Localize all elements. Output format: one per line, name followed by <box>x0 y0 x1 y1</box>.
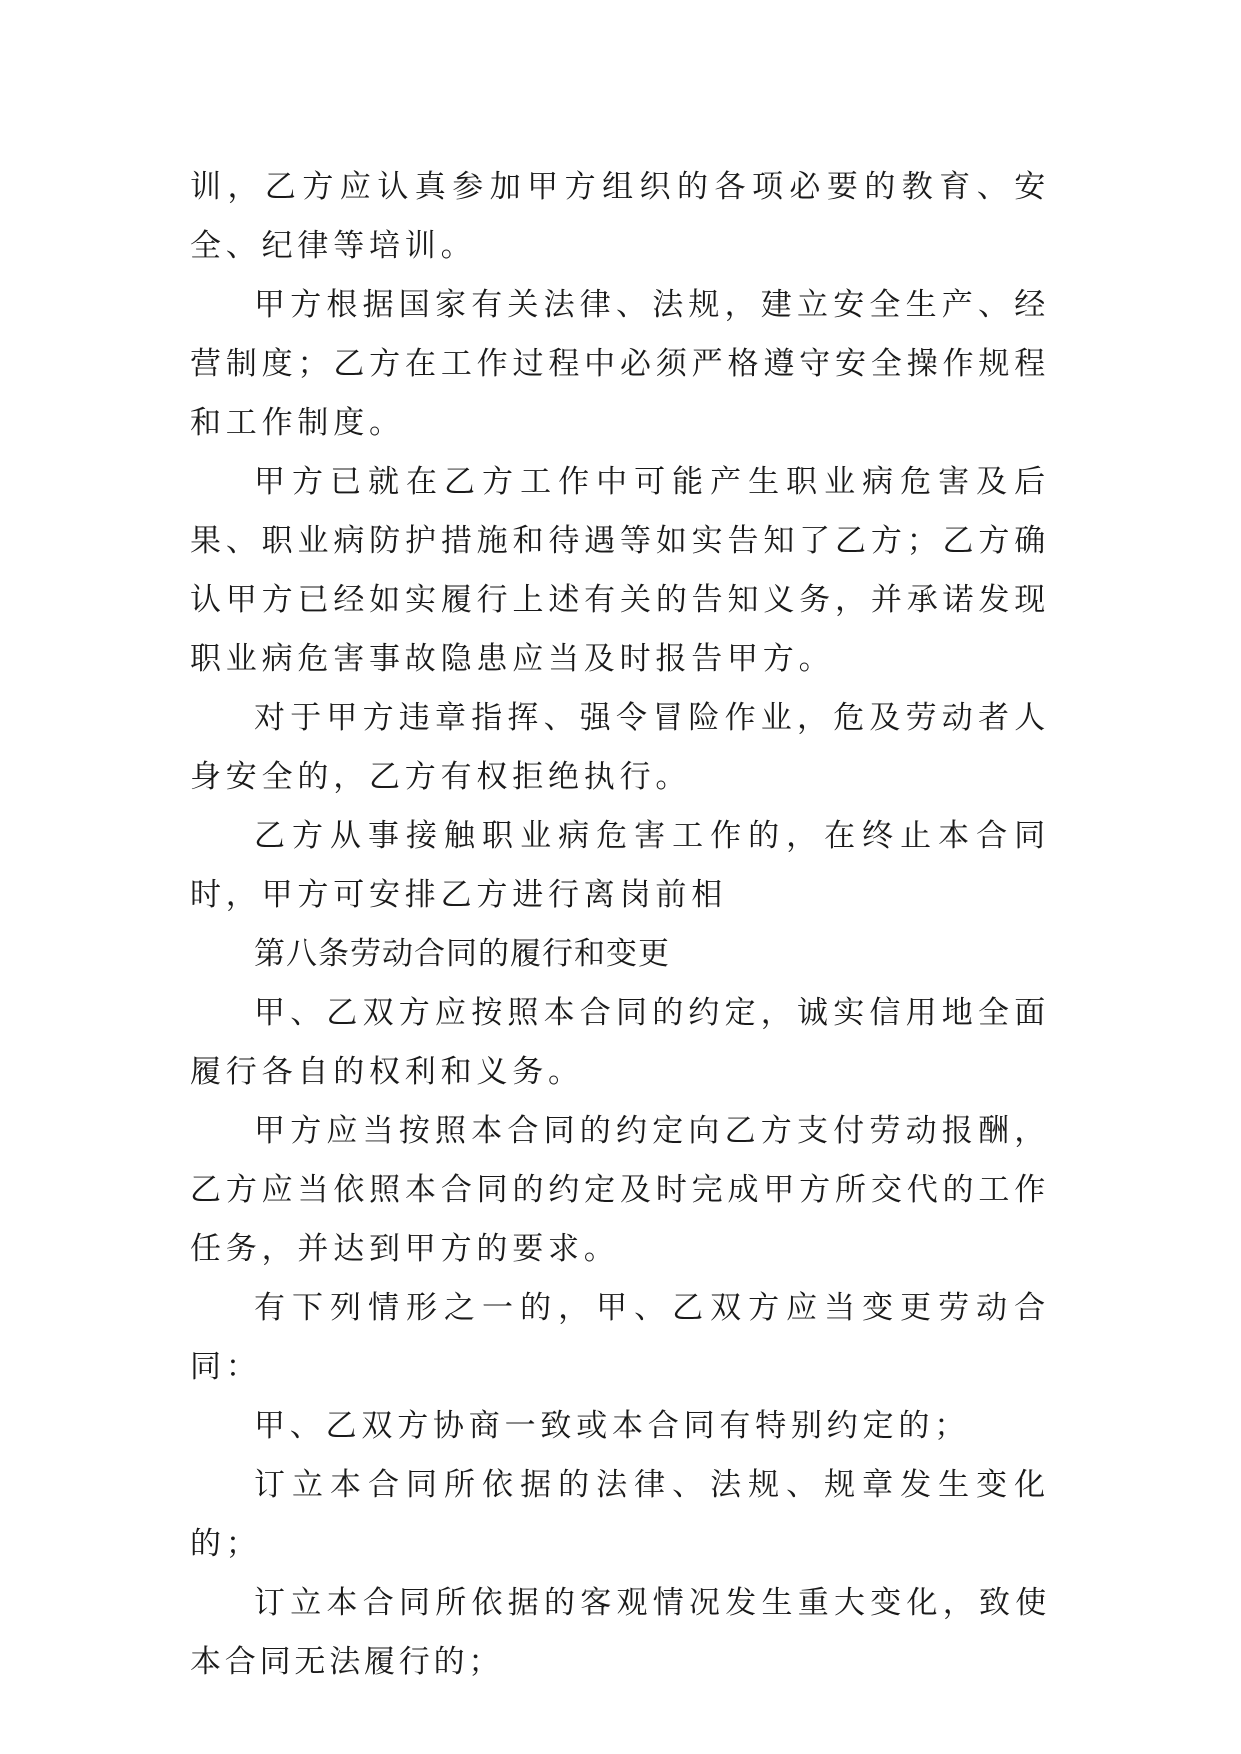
paragraph-change-by-circumstance: 订立本合同所依据的客观情况发生重大变化，致使本合同无法履行的； <box>190 1585 1050 1680</box>
document-body <box>190 158 1050 1692</box>
paragraph-change-by-law: 订立本合同所依据的法律、法规、规章发生变化的； <box>190 1467 1050 1562</box>
paragraph-exit-examination: 乙方从事接触职业病危害工作的，在终止本合同时，甲方可安排乙方进行离岗前相 <box>190 818 1050 913</box>
paragraph-change-by-agreement: 甲、乙双方协商一致或本合同有特别约定的； <box>254 1408 970 1444</box>
paragraph-occupational-hazard-notice: 甲方已就在乙方工作中可能产生职业病危害及后果、职业病防护措施和待遇等如实告知了乙方；乙方确认甲方已经如实履行上述有关的告知义务，并承诺发现职业病危害事故隐患应当及时报告甲方。 <box>190 464 1050 677</box>
paragraph-payment-duties: 甲方应当按照本合同的约定向乙方支付劳动报酬，乙方应当依照本合同的约定及时完成甲方所交代的工作任务，并达到甲方的要求。 <box>190 1113 1050 1267</box>
paragraph-training: 训，乙方应认真参加甲方组织的各项必要的教育、安全、纪律等培训。 <box>190 169 1050 264</box>
paragraph-change-conditions-intro: 有下列情形之一的，甲、乙双方应当变更劳动合同： <box>190 1290 1050 1385</box>
paragraph-safety-rules: 甲方根据国家有关法律、法规，建立安全生产、经营制度；乙方在工作过程中必须严格遵守安全操作规程和工作制度。 <box>190 287 1050 441</box>
article-eight-heading: 第八条劳动合同的履行和变更 <box>254 936 670 972</box>
paragraph-refuse-unsafe-orders: 对于甲方违章指挥、强令冒险作业，危及劳动者人身安全的，乙方有权拒绝执行。 <box>190 700 1050 795</box>
paragraph-good-faith-performance: 甲、乙双方应按照本合同的约定，诚实信用地全面履行各自的权利和义务。 <box>190 995 1050 1090</box>
